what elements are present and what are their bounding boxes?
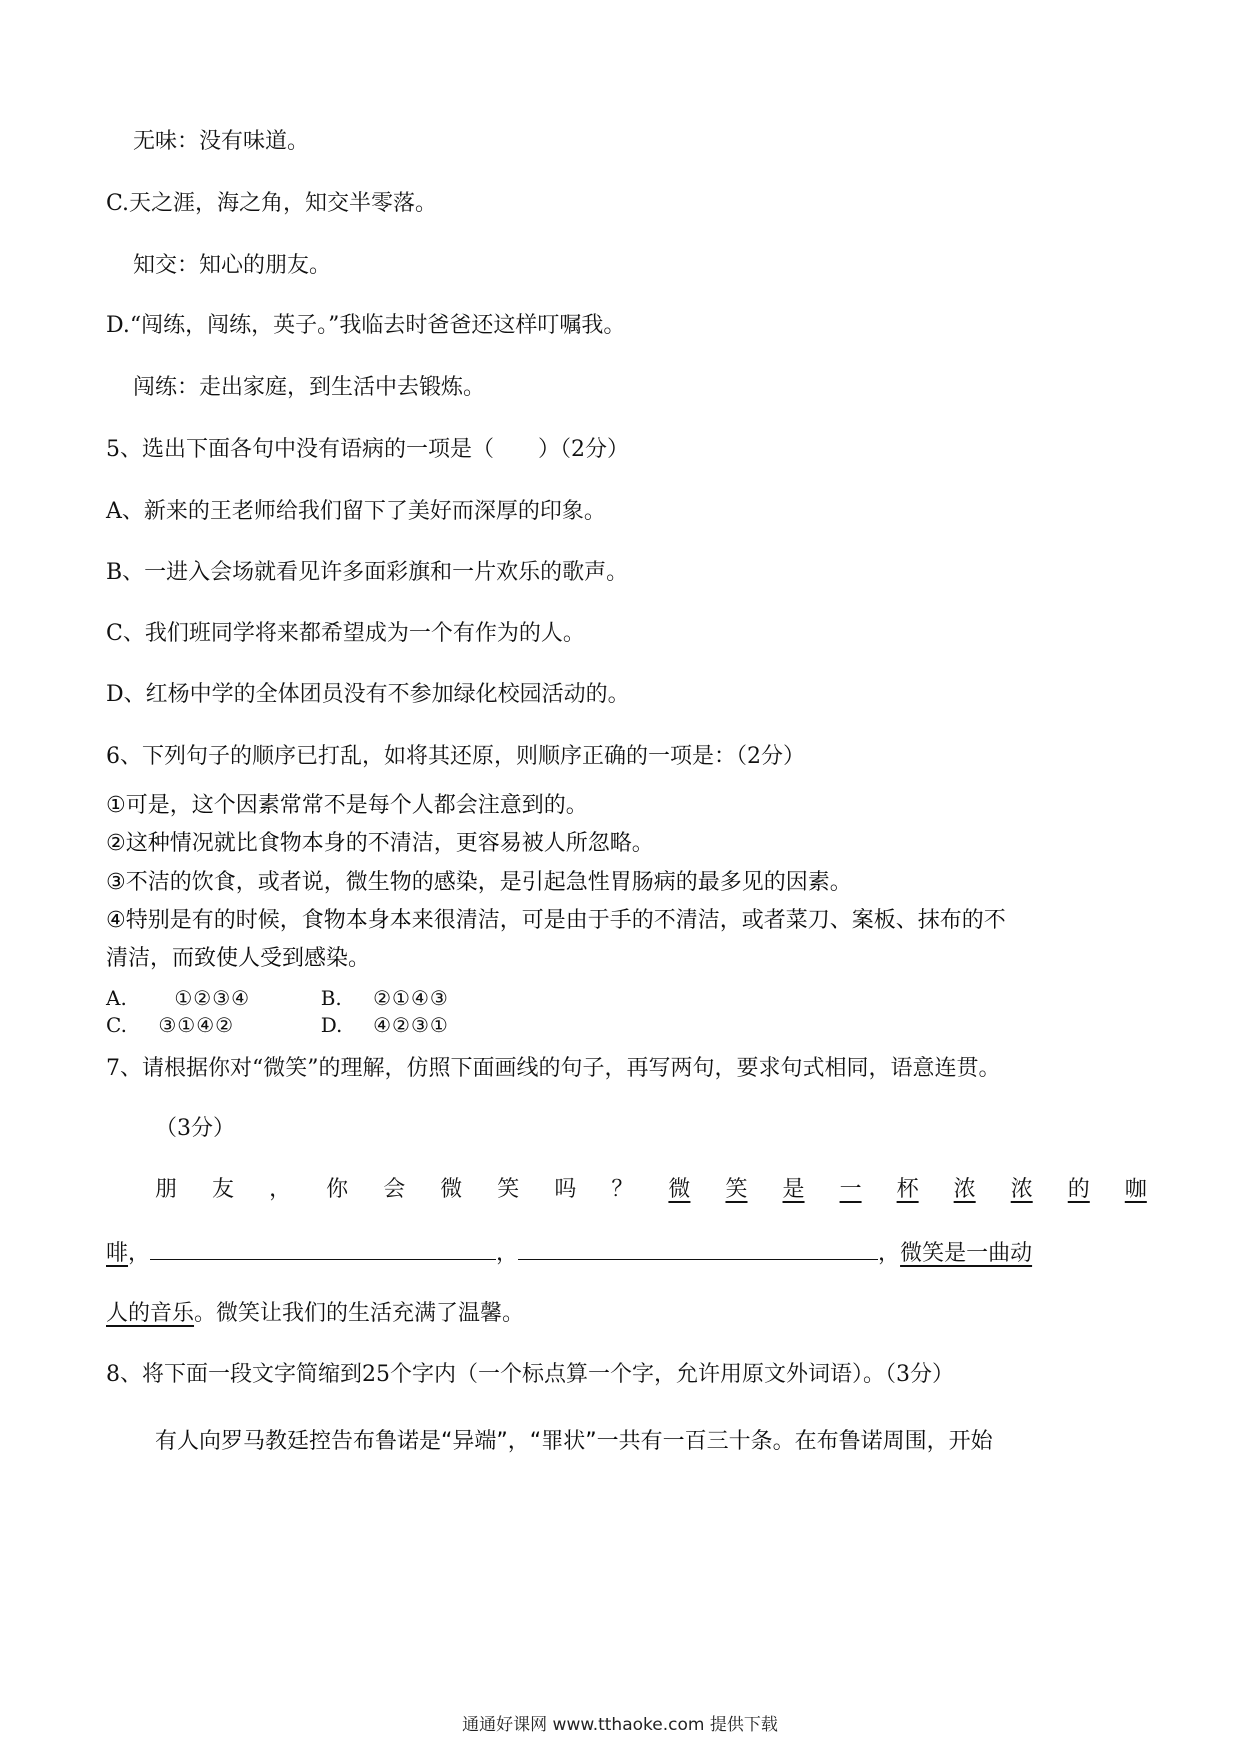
option-b-label: B.	[320, 986, 342, 1010]
question-8-passage: 有人向罗马教廷控告布鲁诺是“异端”，“罪状”一共有一百三十条。在布鲁诺周围，开始	[155, 1429, 993, 1454]
question-7-paragraph-line-3	[106, 1299, 524, 1329]
underlined-char: 浓	[953, 1177, 976, 1202]
question-6-sentence-4a: ④特别是有的时候，食物本身本来很清洁，可是由于手的不清洁，或者菜刀、案板、抹布的不	[106, 908, 1006, 933]
question-6-stem: 6、下列句子的顺序已打乱，如将其还原，则顺序正确的一项是：（2分）	[106, 744, 805, 769]
char: 会	[383, 1177, 406, 1202]
underlined-char: 笑	[725, 1177, 748, 1202]
underlined-char: 的	[1067, 1177, 1090, 1202]
question-5-option-d: D、红杨中学的全体团员没有不参加绿化校园活动的。	[106, 682, 630, 707]
char: 微	[440, 1177, 463, 1202]
underlined-char: 浓	[1010, 1177, 1033, 1202]
question-7-paragraph-line-1	[155, 1175, 1147, 1205]
text-line: 知交：知心的朋友。	[133, 253, 332, 278]
question-7-stem: 7、请根据你对“微笑”的理解，仿照下面画线的句子，再写两句，要求句式相同，语意连贯。	[106, 1056, 1001, 1081]
option-a-value: ①②③④	[174, 986, 251, 1010]
option-c-value: ③①④②	[158, 1013, 235, 1037]
comma: ，	[496, 1241, 519, 1266]
char: 友	[212, 1177, 235, 1202]
underlined-char: 咖	[1124, 1177, 1147, 1202]
char: ，	[269, 1177, 292, 1202]
underlined-text: 微笑是一曲动	[900, 1241, 1033, 1266]
char: 笑	[497, 1177, 520, 1202]
comma: ，	[128, 1241, 151, 1266]
question-6-sentence-1: ①可是，这个因素常常不是每个人都会注意到的。	[106, 793, 588, 818]
underlined-text: 啡	[106, 1241, 129, 1266]
text-line: 闯练：走出家庭，到生活中去锻炼。	[133, 375, 486, 400]
option-d-value: ④②③①	[373, 1013, 449, 1037]
question-5-option-b: B、一进入会场就看见许多面彩旗和一片欢乐的歌声。	[106, 560, 629, 585]
question-6-sentence-2: ②这种情况就比食物本身的不清洁，更容易被人所忽略。	[106, 831, 654, 856]
comma: ，	[878, 1241, 901, 1266]
option-b-value: ②①④③	[373, 986, 449, 1010]
underlined-char: 是	[782, 1177, 805, 1202]
option-c-label: C.	[106, 1013, 127, 1037]
char: 你	[326, 1177, 349, 1202]
underlined-char: 微	[668, 1177, 691, 1202]
option-d-label: D.	[320, 1013, 343, 1037]
underlined-char: 一	[839, 1177, 862, 1202]
option-a-label: A.	[106, 986, 127, 1010]
option-c-line: C.天之涯，海之角，知交半零落。	[106, 191, 438, 216]
question-5-option-c: C、我们班同学将来都希望成为一个有作为的人。	[106, 621, 585, 646]
page-footer: 通通好课网 www.tthaoke.com 提供下载	[462, 1715, 778, 1735]
question-6-options-row-2	[106, 1012, 513, 1038]
question-5-stem: 5、选出下面各句中没有语病的一项是（ ）（2分）	[106, 437, 629, 462]
answer-blank-1[interactable]	[150, 1237, 496, 1260]
question-6-options-row-1	[106, 985, 513, 1011]
question-6-sentence-4b: 清洁，而致使人受到感染。	[106, 946, 371, 971]
answer-blank-2[interactable]	[518, 1237, 878, 1260]
question-8-stem: 8、将下面一段文字简缩到25个字内（一个标点算一个字，允许用原文外词语）。（3分）	[106, 1362, 954, 1387]
char: 朋	[155, 1177, 178, 1202]
question-5-option-a: A、新来的王老师给我们留下了美好而深厚的印象。	[106, 499, 606, 524]
underlined-text: 人的音乐	[106, 1301, 195, 1326]
underlined-char: 杯	[896, 1177, 919, 1202]
question-7-score: （3分）	[155, 1116, 235, 1141]
question-7-paragraph-line-2	[106, 1237, 1032, 1269]
question-6-sentence-3: ③不洁的饮食，或者说，微生物的感染，是引起急性胃肠病的最多见的因素。	[106, 870, 852, 895]
char: ？	[611, 1177, 634, 1202]
text: 。微笑让我们的生活充满了温馨。	[194, 1301, 525, 1326]
char: 吗	[554, 1177, 577, 1202]
option-d-line: D.“闯练，闯练，英子。”我临去时爸爸还这样叮嘱我。	[106, 313, 626, 338]
text-line: 无味：没有味道。	[133, 129, 310, 154]
